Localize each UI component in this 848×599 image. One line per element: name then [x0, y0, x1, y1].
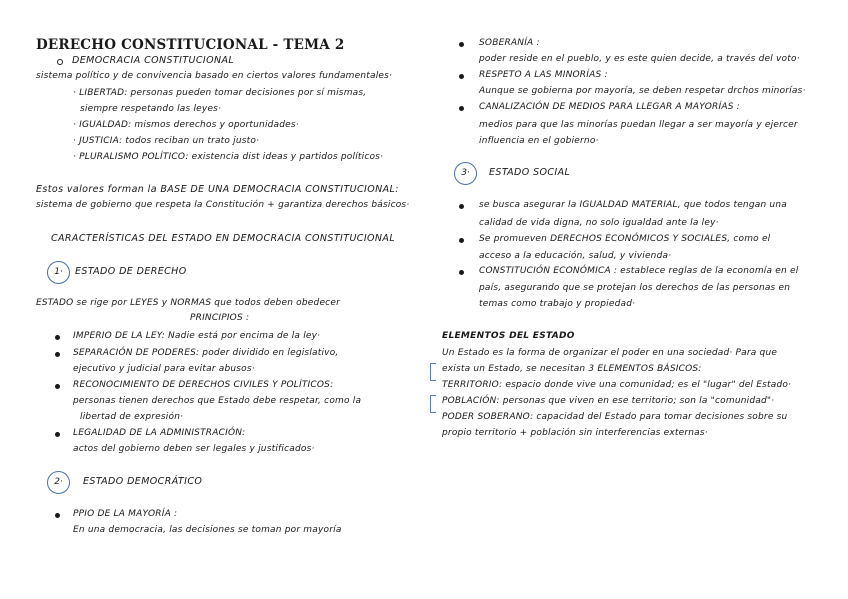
social-item: calidad de vida digna, no solo igualdad ante la ley·: [479, 218, 719, 228]
section-number: 3·: [461, 168, 470, 178]
base-line: sistema de gobierno que respeta la Constitución + garantiza derechos básicos·: [36, 200, 410, 210]
principle-item: libertad de expresión·: [80, 412, 184, 422]
democratic-item: medios para que las minorías puedan llegar a ser mayoría y ejercer: [479, 120, 798, 130]
section-intro: ESTADO se rige por LEYES y NORMAS que todos deben obedecer: [36, 298, 340, 308]
section-title-estado-democratico: ESTADO DEMOCRÁTICO: [83, 476, 203, 487]
section-number: 2·: [54, 477, 63, 487]
elementos-line: propio territorio + población sin interferencias externas·: [442, 428, 708, 438]
value-item: · IGUALDAD: mismos derechos y oportunidades·: [73, 120, 299, 130]
bullet-icon: [459, 106, 464, 111]
elementos-line: PODER SOBERANO: capacidad del Estado para tomar decisiones sobre su: [442, 412, 788, 422]
principle-item: personas tienen derechos que Estado debe respetar, como la: [73, 396, 362, 406]
democratic-item: influencia en el gobierno·: [479, 136, 599, 146]
value-item: · LIBERTAD: personas pueden tomar decisiones por sí mismas,: [73, 88, 367, 98]
principle-item: SEPARACIÓN DE PODERES: poder dividido en legislativo,: [73, 348, 339, 358]
elementos-line: POBLACIÓN: personas que viven en ese territorio; son la "comunidad"·: [442, 396, 775, 406]
bullet-icon: [55, 513, 60, 518]
democratic-item: SOBERANÍA :: [479, 38, 540, 48]
social-item: temas como trabajo y propiedad·: [479, 299, 636, 309]
bullet-icon: [55, 432, 60, 437]
democratic-item: Aunque se gobierna por mayoría, se deben respetar drchos minorías·: [479, 86, 806, 96]
democratic-item: CANALIZACIÓN DE MEDIOS PARA LLEGAR A MAYORÍAS :: [479, 102, 740, 112]
bullet-icon: [459, 270, 464, 275]
elementos-line: TERRITORIO: espacio donde vive una comunidad; es el "lugar" del Estado·: [442, 380, 792, 390]
social-item: se busca asegurar la IGUALDAD MATERIAL, que todos tengan una: [479, 200, 787, 210]
bracket-mark: [430, 363, 436, 381]
social-item: Se promueven DERECHOS ECONÓMICOS Y SOCIALES, como el: [479, 234, 771, 244]
section-number: 1·: [54, 267, 63, 277]
value-item: · JUSTICIA: todos reciban un trato justo·: [73, 136, 260, 146]
bullet-icon: [459, 204, 464, 209]
section-number-circle: [47, 261, 70, 284]
value-item: siempre respetando las leyes·: [80, 104, 222, 114]
democracia-definition: sistema político y de convivencia basado en ciertos valores fundamentales·: [36, 71, 393, 81]
democratic-item: En una democracia, las decisiones se toman por mayoría: [73, 525, 342, 535]
bullet-icon: [459, 238, 464, 243]
principle-item: ejecutivo y judicial para evitar abusos·: [73, 364, 255, 374]
bullet-icon: [55, 335, 60, 340]
principios-label: PRINCIPIOS :: [190, 313, 250, 323]
principle-item: actos del gobierno deben ser legales y justificados·: [73, 444, 315, 454]
bullet-icon: [55, 384, 60, 389]
section-title-estado-social: ESTADO SOCIAL: [489, 167, 571, 178]
elementos-line: Un Estado es la forma de organizar el poder en una sociedad· Para que: [442, 348, 778, 358]
social-item: CONSTITUCIÓN ECONÓMICA : establece reglas de la economía en el: [479, 266, 799, 276]
social-item: acceso a la educación, salud, y vivienda·: [479, 251, 672, 261]
value-item: · PLURALISMO POLÍTICO: existencia dist ideas y partidos políticos·: [73, 152, 384, 162]
base-line: Estos valores forman la BASE DE UNA DEMOCRACIA CONSTITUCIONAL:: [36, 184, 399, 195]
principle-item: LEGALIDAD DE LA ADMINISTRACIÓN:: [73, 428, 246, 438]
caracteristicas-heading: CARACTERÍSTICAS DEL ESTADO EN DEMOCRACIA CONSTITUCIONAL: [51, 233, 396, 244]
principle-item: IMPERIO DE LA LEY: Nadie está por encima de la ley·: [73, 331, 321, 341]
bullet-icon: [459, 74, 464, 79]
page-title: DERECHO CONSTITUCIONAL - TEMA 2: [36, 37, 345, 53]
section-number-circle: [454, 162, 477, 185]
section-number-circle: [47, 471, 70, 494]
social-item: país, asegurando que se protejan los derechos de las personas en: [479, 283, 791, 293]
democratic-item: poder reside en el pueblo, y es este quien decide, a través del voto·: [479, 54, 800, 64]
principle-item: RECONOCIMIENTO DE DERECHOS CIVILES Y POLÍTICOS:: [73, 380, 334, 390]
bullet-icon: [459, 42, 464, 47]
bracket-mark: [430, 395, 436, 413]
democratic-item: RESPETO A LAS MINORÍAS :: [479, 70, 608, 80]
section-title-estado-derecho: ESTADO DE DERECHO: [75, 266, 187, 277]
hollow-bullet-icon: [57, 59, 63, 65]
democracia-heading: DEMOCRACIA CONSTITUCIONAL: [72, 55, 235, 66]
elementos-line: exista un Estado, se necesitan 3 ELEMENTOS BÁSICOS:: [442, 364, 702, 374]
democratic-item: PPIO DE LA MAYORÍA :: [73, 509, 178, 519]
bullet-icon: [55, 352, 60, 357]
elementos-heading: ELEMENTOS DEL ESTADO: [442, 331, 575, 341]
